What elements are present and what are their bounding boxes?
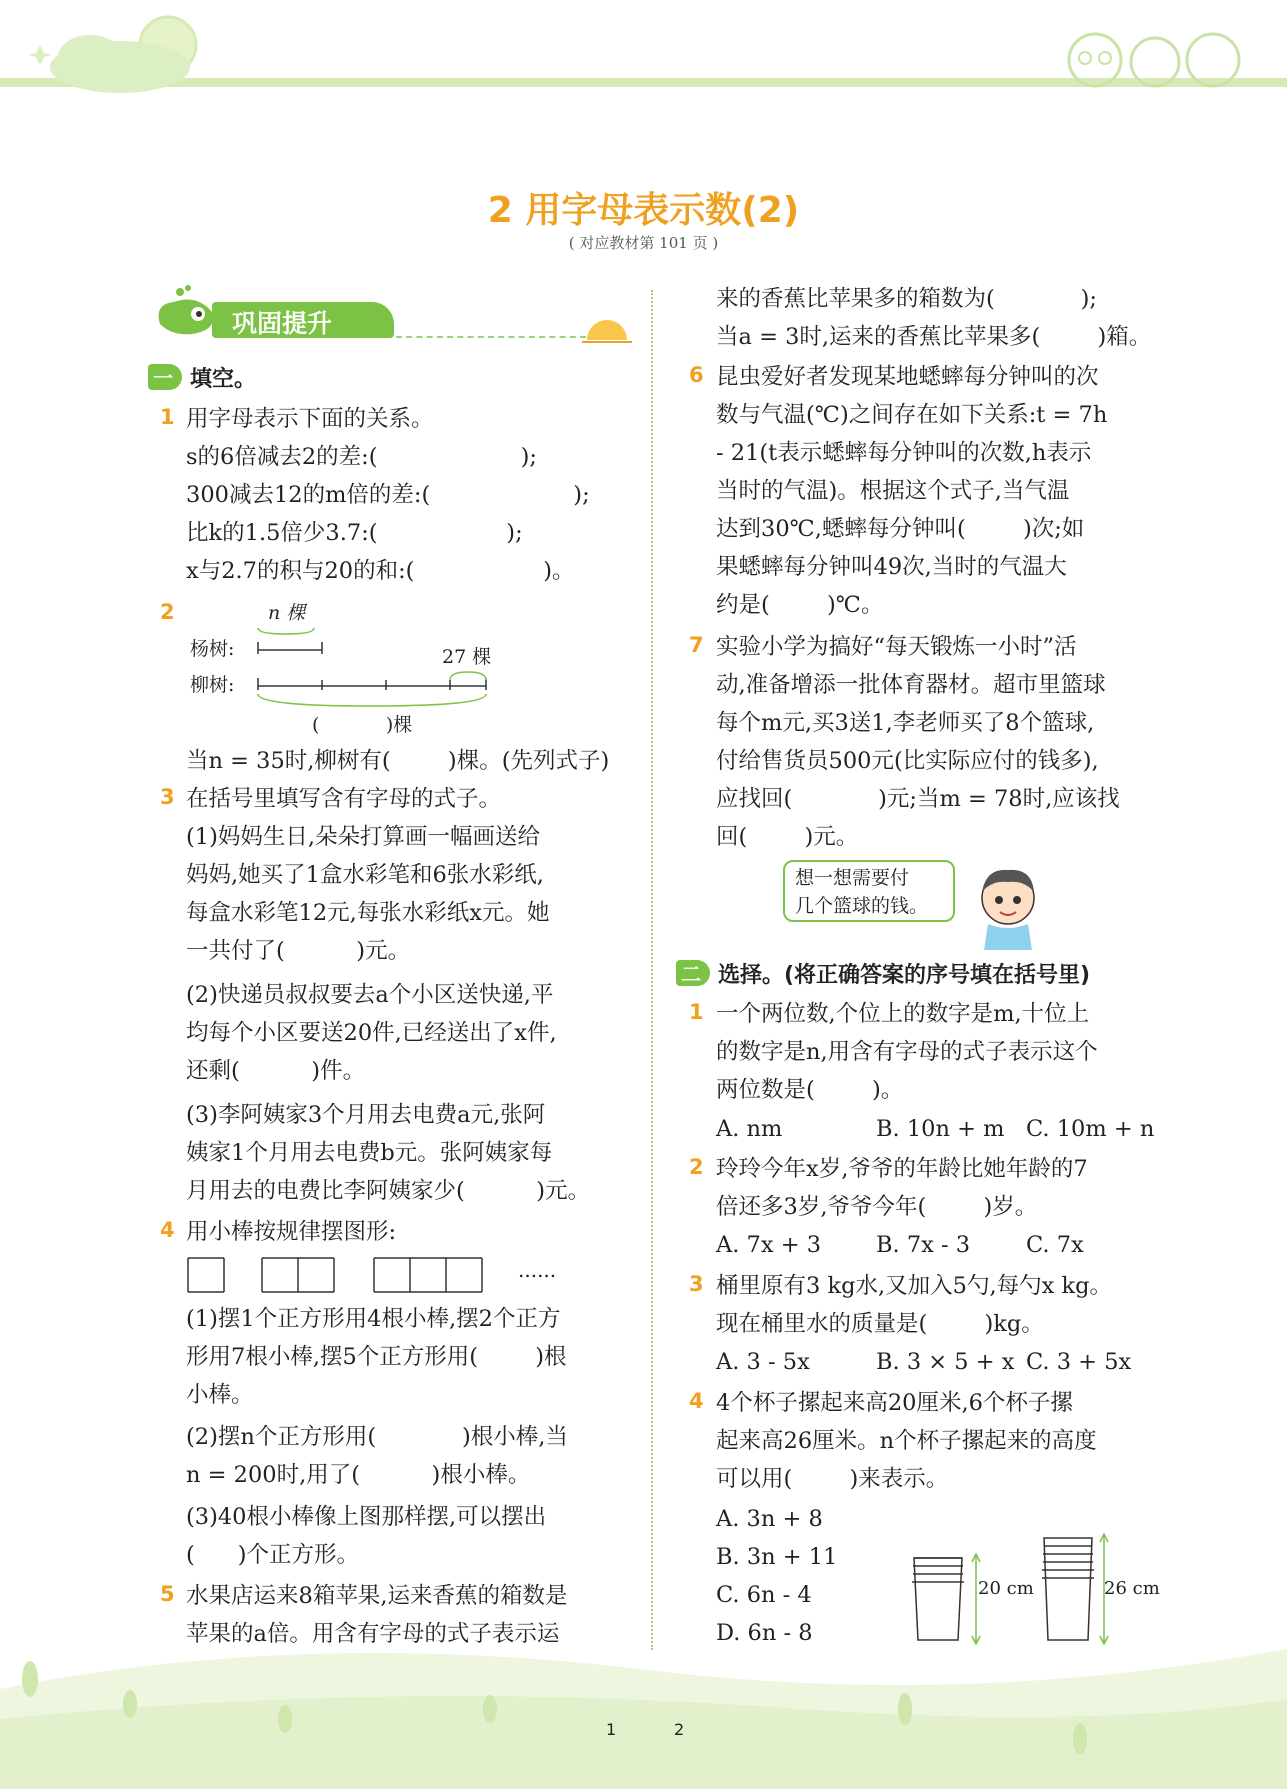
q4-stem: 用小棒按规律摆图形: [186, 1219, 397, 1245]
c2-option-a: A. 7x + 3 [716, 1232, 822, 1258]
c3-number: 3 [689, 1272, 704, 1296]
q5-line: 来的香蕉比苹果多的箱数为( ); [716, 286, 1097, 312]
hill-background [0, 1609, 1287, 1789]
q6-line: 约是( )℃。 [716, 592, 884, 618]
c1-line: 两位数是( )。 [716, 1077, 904, 1103]
c3-option-c: C. 3 + 5x [1026, 1349, 1132, 1375]
q1-line: x与2.7的积与20的和:( )。 [186, 558, 575, 584]
page-number-right: 2 [674, 1720, 685, 1739]
c1-line: 的数字是n,用含有字母的式子表示这个 [716, 1039, 1098, 1065]
c4-line: 4个杯子摞起来高20厘米,6个杯子摞 [716, 1390, 1073, 1416]
hint-line: 想一想需要付 [795, 867, 910, 889]
q1-stem: 用字母表示下面的关系。 [186, 406, 434, 432]
c2-option-c: C. 7x [1026, 1232, 1084, 1258]
c4-line: 可以用( )来表示。 [716, 1466, 949, 1492]
q4-line: ( )个正方形。 [186, 1542, 359, 1568]
column-divider [651, 290, 653, 1650]
q4-line: n = 200时,用了( )根小棒。 [186, 1462, 531, 1488]
c1-option-c: C. 10m + n [1026, 1116, 1155, 1142]
q6-line: 果蟋蟀每分钟叫49次,当时的气温大 [716, 554, 1067, 580]
q3-number: 3 [160, 785, 175, 809]
section1-number: 一 [153, 366, 173, 390]
c4-line: 起来高26厘米。n个杯子摞起来的高度 [716, 1428, 1097, 1454]
q7-line: 付给售货员500元(比实际应付的钱多), [716, 748, 1099, 774]
q6-line: 当时的气温)。根据这个式子,当气温 [716, 478, 1070, 504]
q5-line: 当a = 3时,运来的香蕉比苹果多( )箱。 [716, 324, 1152, 350]
stick-squares-figure [184, 1252, 504, 1298]
q1-line: 比k的1.5倍少3.7:( ); [186, 520, 523, 546]
q2-willow-label: 柳树: [190, 674, 235, 696]
section1-title: 填空。 [190, 367, 257, 392]
q3-line: 妈妈,她买了1盒水彩笔和6张水彩纸, [186, 862, 544, 888]
sun-cloud-decoration [20, 5, 210, 105]
c4-height-6cups: 26 cm [1104, 1578, 1160, 1599]
section2-number: 二 [681, 962, 701, 986]
c3-line: 现在桶里水的质量是( )kg。 [716, 1311, 1044, 1337]
q3-line: (3)李阿姨家3个月用去电费a元,张阿 [186, 1102, 546, 1128]
page-number-left: 1 [606, 1720, 617, 1739]
c4-option-d: D. 6n - 8 [716, 1620, 813, 1646]
c1-option-a: A. nm [716, 1116, 783, 1142]
q2-question: 当n = 35时,柳树有( )棵。(先列式子) [186, 748, 610, 774]
q6-number: 6 [689, 363, 704, 387]
c1-line: 一个两位数,个位上的数字是m,十位上 [716, 1001, 1090, 1027]
q3-line: 一共付了( )元。 [186, 938, 411, 964]
q3-stem: 在括号里填写含有字母的式子。 [186, 786, 502, 812]
q4-line: 形用7根小棒,摆5个正方形用( )根 [186, 1344, 567, 1370]
q4-line: 小棒。 [186, 1382, 254, 1408]
c4-option-a: A. 3n + 8 [716, 1506, 823, 1532]
c1-option-b: B. 10n + m [876, 1116, 1005, 1142]
sunset-icon [582, 316, 632, 346]
c4-option-b: B. 3n + 11 [716, 1544, 838, 1570]
c1-number: 1 [689, 1000, 704, 1024]
boy-avatar [960, 860, 1056, 950]
c3-option-a: A. 3 - 5x [716, 1349, 810, 1375]
q3-line: (2)快递员叔叔要去a个小区送快递,平 [186, 982, 554, 1008]
q4-line: (3)40根小棒像上图那样摆,可以摆出 [186, 1504, 547, 1530]
banner-dashed-line [396, 336, 586, 338]
q6-line: 昆虫爱好者发现某地蟋蟀每分钟叫的次 [716, 364, 1099, 390]
c2-line: 倍还多3岁,爷爷今年( )岁。 [716, 1194, 1038, 1220]
q3-line: 月用去的电费比李阿姨家少( )元。 [186, 1178, 591, 1204]
q4-line: (2)摆n个正方形用( )根小棒,当 [186, 1424, 568, 1450]
q3-line: 还剩( )件。 [186, 1058, 366, 1084]
q4-ellipsis: ...... [518, 1258, 557, 1282]
animal-faces-decoration [1055, 20, 1255, 90]
c4-height-4cups: 20 cm [978, 1578, 1034, 1599]
q2-bracket-label: ( )棵 [312, 714, 413, 736]
q1-line: s的6倍减去2的差:( ); [186, 444, 537, 470]
c2-number: 2 [689, 1155, 704, 1179]
q2-poplar-label: 杨树: [190, 638, 235, 660]
q7-number: 7 [689, 633, 704, 657]
c4-number: 4 [689, 1389, 704, 1413]
hint-bubble [783, 860, 955, 922]
q7-line: 实验小学为搞好“每天锻炼一小时”活 [716, 634, 1077, 660]
q1-number: 1 [160, 405, 175, 429]
c2-line: 玲玲今年x岁,爷爷的年龄比她年龄的7 [716, 1156, 1088, 1182]
c3-line: 桶里原有3 kg水,又加入5勺,每勺x kg。 [716, 1273, 1113, 1299]
q3-line: 每盒水彩笔12元,每张水彩纸x元。她 [186, 900, 550, 926]
q7-line: 应找回( )元;当m = 78时,应该找 [716, 786, 1120, 812]
q2-label-n: n 棵 [268, 602, 306, 624]
q3-line: (1)妈妈生日,朵朵打算画一幅画送给 [186, 824, 541, 850]
q2-number: 2 [160, 600, 175, 624]
banner-label: 巩固提升 [232, 309, 333, 338]
q5-number: 5 [160, 1582, 175, 1606]
q6-line: 达到30℃,蟋蟀每分钟叫( )次;如 [716, 516, 1085, 542]
q7-line: 每个m元,买3送1,李老师买了8个篮球, [716, 710, 1095, 736]
c2-option-b: B. 7x - 3 [876, 1232, 971, 1258]
q7-line: 回( )元。 [716, 824, 859, 850]
c4-option-c: C. 6n - 4 [716, 1582, 812, 1608]
q5-line: 苹果的a倍。用含有字母的式子表示运 [186, 1621, 560, 1647]
q4-number: 4 [160, 1218, 175, 1242]
q3-line: 姨家1个月用去电费b元。张阿姨家每 [186, 1140, 553, 1166]
q2-segment-diagram [250, 620, 500, 720]
q2-label-27: 27 棵 [442, 646, 492, 668]
q6-line: - 21(t表示蟋蟀每分钟叫的次数,h表示 [716, 440, 1092, 466]
q1-line: 300减去12的m倍的差:( ); [186, 482, 590, 508]
section2-title: 选择。(将正确答案的序号填在括号里) [718, 963, 1091, 988]
q5-line: 水果店运来8箱苹果,运来香蕉的箱数是 [186, 1583, 568, 1609]
c3-option-b: B. 3 × 5 + x [876, 1349, 1015, 1375]
q7-line: 动,准备增添一批体育器材。超市里篮球 [716, 672, 1106, 698]
page-title: 2 用字母表示数(2) [487, 190, 800, 231]
hint-line: 几个篮球的钱。 [795, 895, 929, 917]
q6-line: 数与气温(℃)之间存在如下关系:t = 7h [716, 402, 1108, 428]
q4-line: (1)摆1个正方形用4根小棒,摆2个正方 [186, 1306, 561, 1332]
q3-line: 均每个小区要送20件,已经送出了x件, [186, 1020, 557, 1046]
page-subtitle: ( 对应教材第 101 页 ) [568, 234, 719, 252]
